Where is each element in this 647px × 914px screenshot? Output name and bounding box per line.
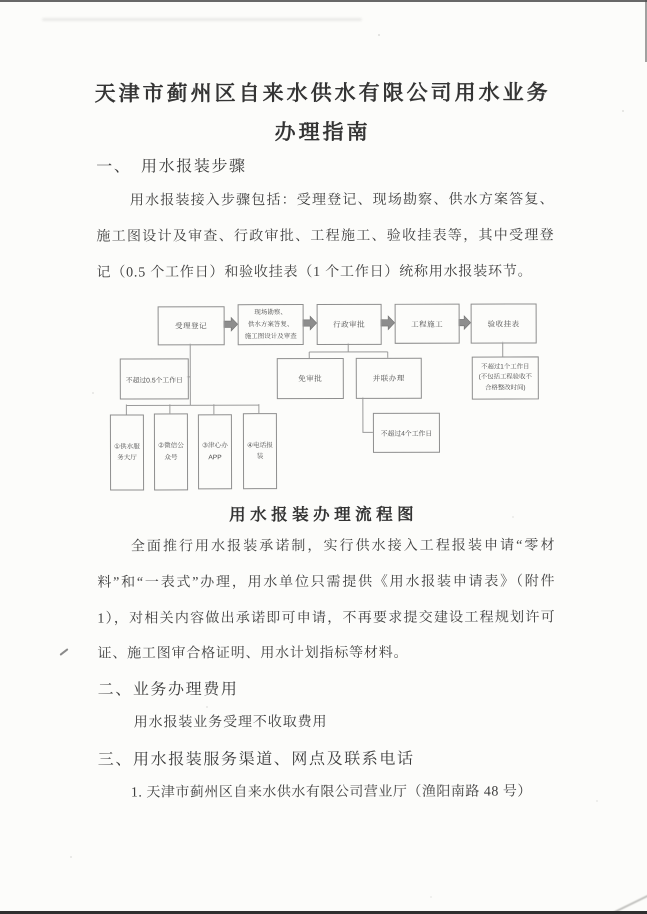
flow-step-survey-and-design: 现场勘察、 供水方案答复、 施工图设计及审查: [238, 304, 304, 345]
flow-arrow-icon: [224, 317, 238, 331]
flow-note-duration-1-day: 不超过1个工作日 (不包括工程验收不 合格整改时间): [472, 356, 539, 399]
section-heading-channels: 三、用水报装服务渠道、网点及联系电话: [97, 750, 415, 769]
flow-channel-wechat: ②微信公 众号: [154, 413, 188, 490]
flow-step-admin-approval: 行政审批: [317, 304, 382, 345]
section-heading-steps: 一、 用水报装步骤: [96, 158, 247, 176]
document-title-line-2: 办理指南: [274, 119, 371, 145]
flow-channel-jinxinban-app: ③津心办 APP: [198, 414, 232, 489]
paragraph-service-hall-address: 1. 天津市蓟州区自来水供水有限公司营业厅（渔阳南路 48 号）: [130, 784, 532, 801]
section-heading-fees: 二、业务办理费用: [97, 681, 239, 699]
paragraph-report-steps: 用水报装接入步骤包括：受理登记、现场勘察、供水方案答复、施工图设计及审查、行政审批、工程施工、验收挂表等，其中受理登记（0.5 个工作日）和验收挂表（1 个工作日）统称用水报装环节。: [96, 192, 555, 281]
flow-step-construction: 工程施工: [395, 304, 460, 344]
flow-arrow-icon: [381, 316, 395, 330]
flow-note-duration-4-days: 不超过4个工作日: [373, 413, 440, 453]
paragraph-commitment-system: 全面推行用水报装承诺制，实行供水接入工程报装申请“零材料”和“一表式”办理，用水单位只需提供《用水报装申请表》（附件1），对相关内容做出承诺即可申请，不再要求提交建设工程规划许可证、施工图审合格证明、用水计划指标等材料。: [97, 538, 556, 662]
flow-arrow-icon: [459, 316, 471, 330]
paragraph-no-fee: 用水报装业务受理不收取费用: [133, 714, 328, 731]
document-title-line-1: 天津市蓟州区自来水供水有限公司用水业务: [94, 80, 551, 106]
flow-step-accept-registration: 受理登记: [158, 306, 225, 345]
flow-note-duration-half-day: 不超过0.5个工作日: [120, 358, 189, 399]
flow-channel-phone: ④电话报 装: [243, 413, 277, 489]
flow-step-acceptance-meter: 验收挂表: [471, 303, 537, 343]
flow-branch-exempt-approval: 免审批: [277, 358, 344, 399]
flow-channel-service-hall: ①供水服 务大厅: [110, 414, 144, 490]
flowchart-caption: 用水报装办理流程图: [229, 504, 419, 525]
flow-arrow-icon: [303, 316, 317, 330]
flow-branch-parallel-processing: 并联办理: [356, 358, 422, 399]
